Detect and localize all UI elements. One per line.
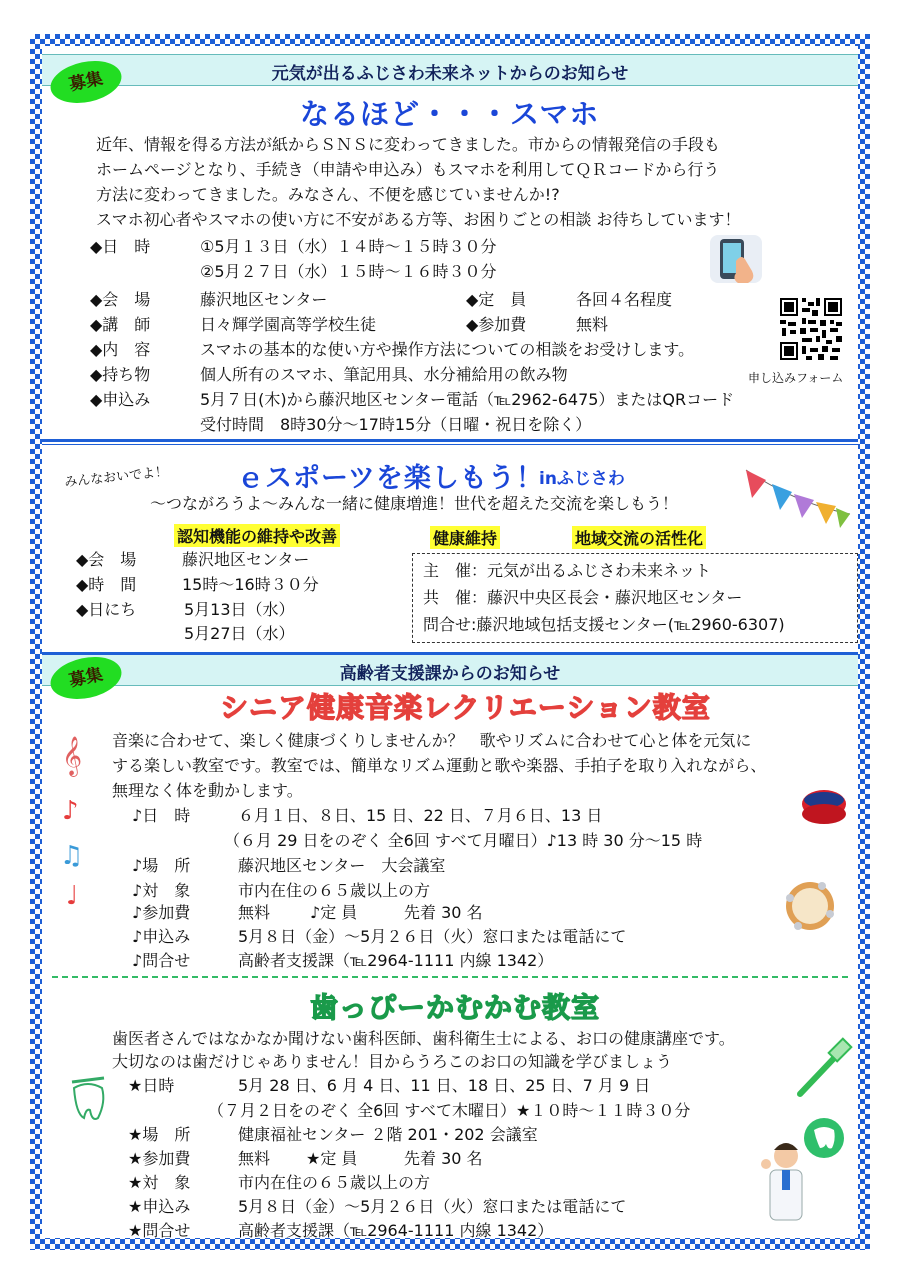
esports-date-2: 5月27日（水） xyxy=(184,624,295,643)
esports-venue: 藤沢地区センター xyxy=(182,550,310,569)
music-capacity: 先着 30 名 xyxy=(404,903,483,922)
esports-title-suffix: inふじさわ xyxy=(539,469,625,489)
date-label: ◆日 時 xyxy=(90,237,151,256)
dentist-icon xyxy=(756,1116,856,1226)
dental-class-title: 歯っぴーかむかむ教室 xyxy=(310,991,601,1024)
items: 個人所有のスマホ、筆記用具、水分補給用の飲み物 xyxy=(200,365,568,384)
intro-line-2: ホームページとなり、手続き（申請や申込み）もスマホを利用してＱＲコードから行う xyxy=(96,160,720,179)
page-content xyxy=(42,46,858,1238)
dental-apply-label: ★申込み xyxy=(128,1197,191,1216)
music-class-title: シニア健康音楽レクリエーション教室 xyxy=(220,691,711,724)
qr-caption: 申し込みフォーム xyxy=(748,371,844,385)
organizer-host: 主 催：元気が出るふじさわ未来ネット xyxy=(423,561,712,580)
dental-date-note: （７月２日をのぞく 全6回 すべて木曜日）★１０時～１１時３０分 xyxy=(208,1101,691,1120)
esports-title: ｅスポーツを楽しもう！ xyxy=(237,463,544,494)
checkered-border xyxy=(30,34,870,1250)
dental-intro-2: 大切なのは歯だけじゃありません！目からうろこのお口の知識を学びましょう xyxy=(112,1052,673,1071)
dental-date: 5月 28 日、6 月 4 日、11 日、18 日、25 日、7 月 9 日 xyxy=(238,1076,651,1095)
capacity: 各回４名程度 xyxy=(576,290,673,309)
capacity-label: ◆定 員 xyxy=(466,290,527,309)
date-1: ①5月１３日（水）１４時～１５時３０分 xyxy=(200,237,497,256)
dental-fee: 無料 xyxy=(238,1149,271,1168)
music-place: 藤沢地区センター 大会議室 xyxy=(238,856,446,875)
castanets-icon xyxy=(798,784,850,830)
music-place-label: ♪場 所 xyxy=(132,856,191,875)
dental-capacity-label: ★定 員 xyxy=(306,1149,358,1168)
music-fee: 無料 xyxy=(238,903,271,922)
music-target-label: ♪対 象 xyxy=(132,881,191,900)
date-2: ②5月２７日（水）１５時～１６時３０分 xyxy=(200,262,497,281)
dental-capacity: 先着 30 名 xyxy=(404,1149,483,1168)
music-note-icon-2: ♩ xyxy=(66,881,79,911)
dental-contact-label: ★問合せ xyxy=(128,1221,191,1240)
lecturer-label: ◆講 師 xyxy=(90,315,151,334)
apply-label: ◆申込み xyxy=(90,390,151,409)
recruit-badge: 募集 xyxy=(47,55,126,109)
dental-target-label: ★対 象 xyxy=(128,1173,191,1192)
esports-subtitle: ～つながろうよ～みんな一緒に健康増進！世代を超えた交流を楽しもう！ xyxy=(150,494,679,513)
music-intro-1: 音楽に合わせて、楽しく健康づくりしませんか？ 歌やリズムに合わせて心と体を元気に xyxy=(112,731,752,750)
smartphone-hand-icon xyxy=(706,231,766,287)
organizer-contact: 問合せ:藤沢地域包括支援センター(℡2960-6307) xyxy=(423,615,785,634)
apply-line-2: 受付時間 8時30分～17時15分（日曜・祝日を除く） xyxy=(200,415,592,434)
dental-date-label: ★日時 xyxy=(128,1076,175,1095)
music-apply-label: ♪申込み xyxy=(132,927,191,946)
music-intro-3: 無理なく体を動かします。 xyxy=(112,781,303,800)
intro-line-4: スマホ初心者やスマホの使い方に不安がある方等、お困りごとの相談 お待ちしています！ xyxy=(96,210,741,229)
section-divider-thin xyxy=(42,444,858,445)
dental-target: 市内在住の６５歳以上の方 xyxy=(238,1173,431,1192)
music-fee-label: ♪参加費 xyxy=(132,903,191,922)
items-label: ◆持ち物 xyxy=(90,365,151,384)
tooth-brush-icon xyxy=(68,1076,108,1124)
music-date: ６月１日、８日、15 日、22 日、７月６日、13 日 xyxy=(238,806,603,825)
lecturer: 日々輝学園高等学校生徒 xyxy=(200,315,377,334)
everyone-come-text: みんなおいでよ！ xyxy=(63,464,169,491)
organizer-box xyxy=(412,553,858,643)
organizer-cohost: 共 催：藤沢中央区長会・藤沢地区センター xyxy=(423,588,743,607)
content-label: ◆内 容 xyxy=(90,340,151,359)
fee-label: ◆参加費 xyxy=(466,315,527,334)
smartphone-title: なるほど・・・スマホ xyxy=(300,97,600,131)
dental-apply: 5月８日（金）～5月２６日（火）窓口または電話にて xyxy=(238,1197,627,1216)
esports-time: 15時～16時３０分 xyxy=(182,575,319,594)
tag-cognitive: 認知機能の維持や改善 xyxy=(174,524,340,547)
tag-health: 健康維持 xyxy=(430,526,500,549)
dental-fee-label: ★参加費 xyxy=(128,1149,191,1168)
esports-date-label: ◆日にち xyxy=(76,600,137,619)
content: スマホの基本的な使い方や操作方法についての相談をお受けします。 xyxy=(200,340,695,359)
dental-contact: 高齢者支援課（℡2964-1111 内線 1342） xyxy=(238,1221,554,1240)
dental-intro-1: 歯医者さんではなかなか聞けない歯科医師、歯科衛生士による、お口の健康講座です。 xyxy=(112,1029,735,1048)
dental-place-label: ★場 所 xyxy=(128,1125,191,1144)
esports-venue-label: ◆会 場 xyxy=(76,550,137,569)
dental-place: 健康福祉センター ２階 201・202 会議室 xyxy=(238,1125,538,1144)
music-target: 市内在住の６５歳以上の方 xyxy=(238,881,431,900)
section1-header: 元気が出るふじさわ未来ネットからのお知らせ xyxy=(271,64,629,84)
tambourine-icon xyxy=(782,878,838,934)
esports-time-label: ◆時 間 xyxy=(76,575,137,594)
apply-line-1: 5月７日(木)から藤沢地区センター電話（℡2962-6475）またはQRコード xyxy=(200,390,735,409)
music-intro-2: する楽しい教室です。教室では、簡単なリズム運動と歌や楽器、手拍子を取り入れながら、 xyxy=(112,756,767,775)
toothbrush-icon xyxy=(794,1036,854,1100)
music-notes-icon: ♫ xyxy=(60,841,84,871)
section3-header-bar xyxy=(42,652,858,686)
esports-date-1: 5月13日（水） xyxy=(184,600,295,619)
section-divider xyxy=(42,439,858,442)
music-note-icon: ♪ xyxy=(62,796,79,826)
bunting-flags-icon xyxy=(742,464,852,536)
intro-line-1: 近年、情報を得る方法が紙からＳＮＳに変わってきました。市からの情報発信の手段も xyxy=(96,135,720,154)
treble-clef-icon: 𝄞 xyxy=(62,736,83,776)
section1-header-bar xyxy=(42,54,858,86)
music-date-note: （６月 29 日をのぞく 全6回 すべて月曜日）♪13 時 30 分～15 時 xyxy=(224,831,703,850)
qr-code-icon[interactable] xyxy=(778,296,844,362)
fee: 無料 xyxy=(576,315,609,334)
recruit-badge-2: 募集 xyxy=(47,651,126,705)
music-contact: 高齢者支援課（℡2964-1111 内線 1342） xyxy=(238,951,554,970)
section3-header: 高齢者支援課からのお知らせ xyxy=(339,664,561,684)
venue-label: ◆会 場 xyxy=(90,290,151,309)
music-contact-label: ♪問合せ xyxy=(132,951,191,970)
intro-line-3: 方法に変わってきました。みなさん、不便を感じていませんか!? xyxy=(96,185,560,204)
tag-community: 地域交流の活性化 xyxy=(572,526,706,549)
music-apply: 5月８日（金）～5月２６日（火）窓口または電話にて xyxy=(238,927,627,946)
music-capacity-label: ♪定 員 xyxy=(310,903,358,922)
venue: 藤沢地区センター xyxy=(200,290,328,309)
dashed-divider xyxy=(52,976,848,978)
music-date-label: ♪日 時 xyxy=(132,806,191,825)
